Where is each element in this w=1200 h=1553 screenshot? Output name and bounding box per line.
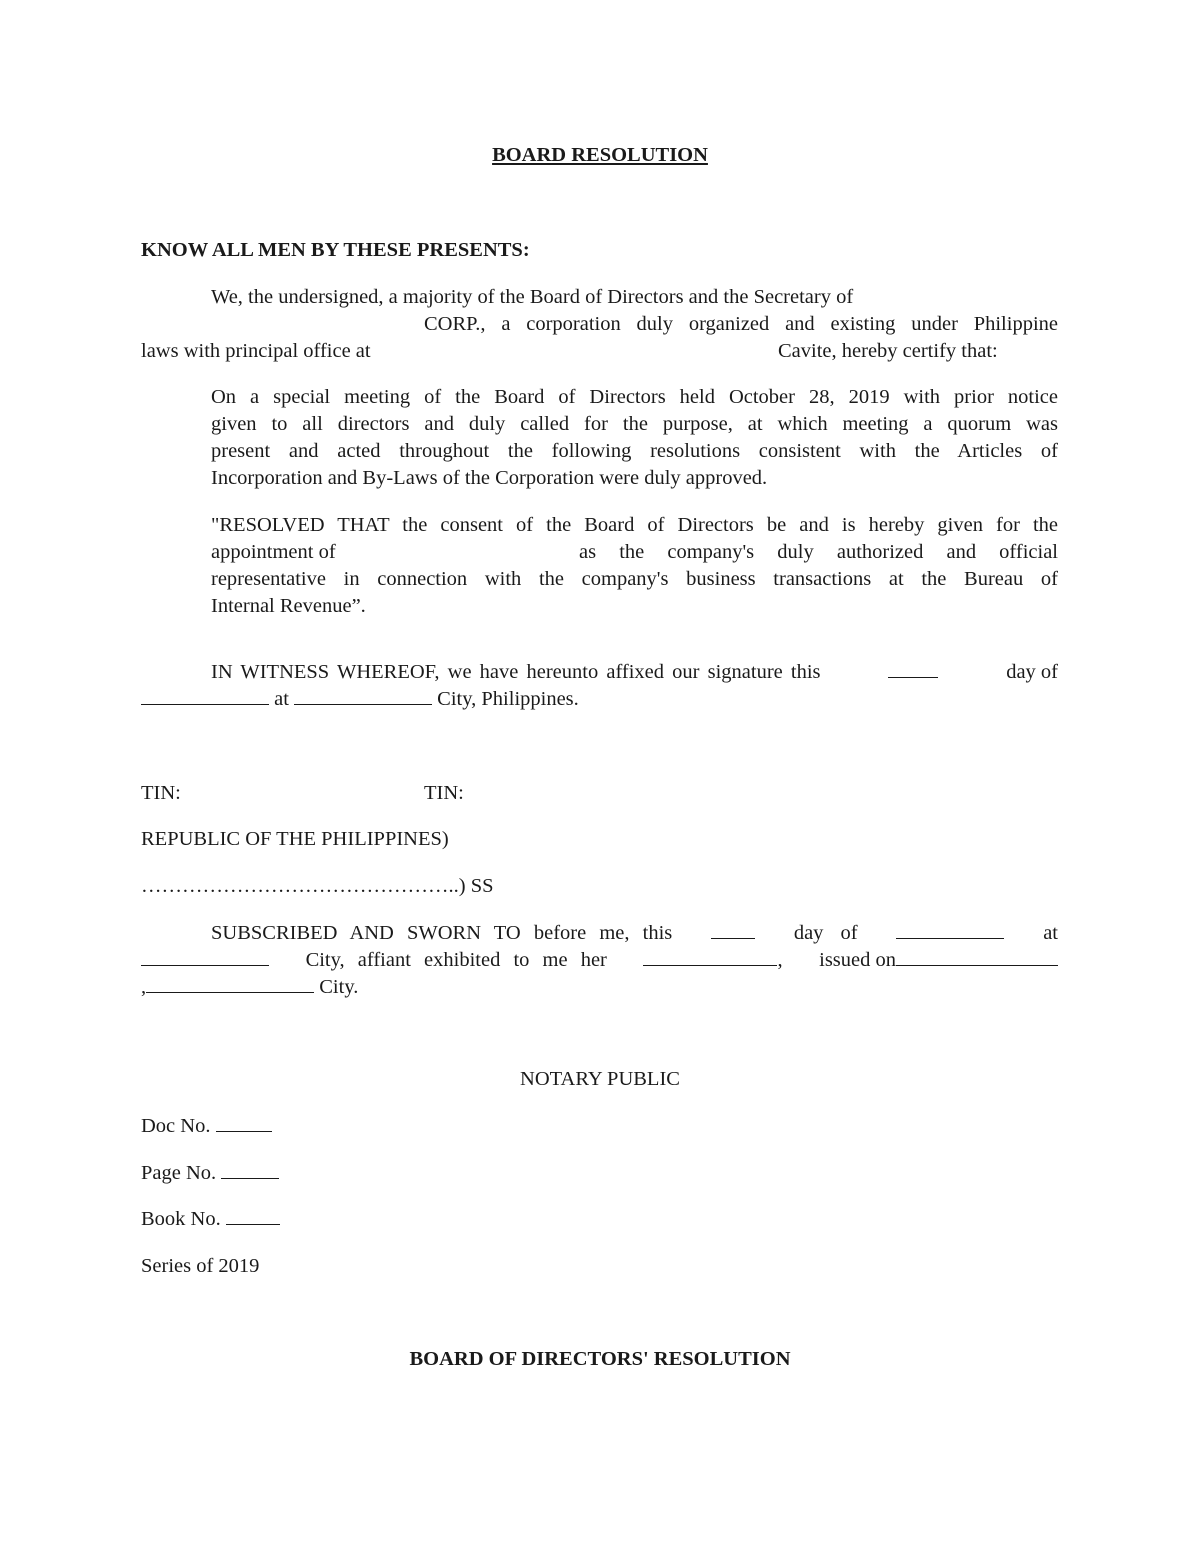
p3-line3: representative in connection with the company's business transactions at the Bureau of <box>211 568 1058 590</box>
witness-text-b: day of <box>1006 661 1058 683</box>
p3-line1: "RESOLVED THAT the consent of the Board of Directors be and is hereby given for the <box>211 514 1058 536</box>
tin-left: TIN: <box>141 782 181 804</box>
p3-line2-left: appointment of <box>211 541 336 563</box>
p1-line3-left: laws with principal office at <box>141 340 371 362</box>
p2-line4: Incorporation and By-Laws of the Corporation were duly approved. <box>211 467 768 489</box>
series-line: Series of 2019 <box>141 1255 260 1277</box>
p3-block <box>211 512 1058 620</box>
subscribed-text-c: at <box>1043 922 1058 944</box>
p1-line3-right: Cavite, hereby certify that: <box>778 340 998 362</box>
p1-line2-row <box>424 311 1058 338</box>
subscribed-place-blank <box>141 947 269 966</box>
subscribed-issued-blank <box>896 947 1058 966</box>
subscribed-day-blank <box>711 920 755 939</box>
republic-line: REPUBLIC OF THE PHILIPPINES) <box>141 828 449 850</box>
subscribed-text-a: SUBSCRIBED AND SWORN TO before me, this <box>211 922 673 944</box>
subscribed-text-b: day of <box>793 922 858 944</box>
p3-line4: Internal Revenue”. <box>211 595 366 617</box>
subscribed-month-blank <box>896 920 1004 939</box>
subscribed-comma-2: , <box>141 976 147 998</box>
p3-line2-row <box>211 539 1058 566</box>
subscribed-comma: , <box>777 949 783 971</box>
subscribed-line2 <box>141 947 1058 974</box>
witness-line2 <box>141 686 579 713</box>
subscribed-id-blank <box>643 947 777 966</box>
document-title: BOARD RESOLUTION <box>492 144 708 166</box>
p1-line2: CORP., a corporation duly organized and existing under Philippine <box>424 313 1058 335</box>
witness-day-blank <box>888 659 938 678</box>
doc-no-label: Doc No. <box>141 1115 211 1137</box>
notary-public: NOTARY PUBLIC <box>520 1068 680 1090</box>
subscribed-line1 <box>211 920 1058 947</box>
page-no-line <box>141 1160 279 1187</box>
subscribed-text-d: City, affiant exhibited to me her <box>305 949 607 971</box>
p3-line2-right: as the company's duly authorized and official <box>579 541 1058 563</box>
subscribed-city-blank <box>146 974 314 993</box>
subscribed-line3 <box>141 974 358 1001</box>
tin-right: TIN: <box>424 782 464 804</box>
p2-line2: given to all directors and duly called for the purpose, at which meeting a quorum was <box>211 413 1058 435</box>
subscribed-city: City. <box>319 976 359 998</box>
book-no-blank <box>226 1206 280 1225</box>
doc-no-line <box>141 1113 272 1140</box>
book-no-line <box>141 1206 280 1233</box>
book-no-label: Book No. <box>141 1208 221 1230</box>
p1-line1: We, the undersigned, a majority of the Board of Directors and the Secretary of <box>211 286 854 308</box>
footer-title: BOARD OF DIRECTORS' RESOLUTION <box>409 1348 791 1370</box>
page-no-label: Page No. <box>141 1162 217 1184</box>
p2-block <box>211 384 1058 492</box>
witness-place-blank <box>294 686 432 705</box>
witness-end: City, Philippines. <box>437 688 579 710</box>
p2-line3: present and acted throughout the following resolutions consistent with the Articles of <box>211 440 1058 462</box>
subscribed-issued: issued on <box>819 949 896 971</box>
ss-line: ………………………………………..) SS <box>141 875 494 897</box>
witness-line1 <box>211 659 1058 686</box>
p2-line1: On a special meeting of the Board of Directors held October 28, 2019 with prior notice <box>211 386 1058 408</box>
witness-text-a: IN WITNESS WHEREOF, we have hereunto affixed our signature this <box>211 661 821 683</box>
witness-month-blank <box>141 686 269 705</box>
intro-heading: KNOW ALL MEN BY THESE PRESENTS: <box>141 239 530 261</box>
doc-no-blank <box>216 1113 272 1132</box>
page-no-blank <box>221 1160 279 1179</box>
witness-at: at <box>274 688 289 710</box>
subscribed-issued-group <box>819 947 1058 974</box>
subscribed-id-group <box>643 947 782 974</box>
